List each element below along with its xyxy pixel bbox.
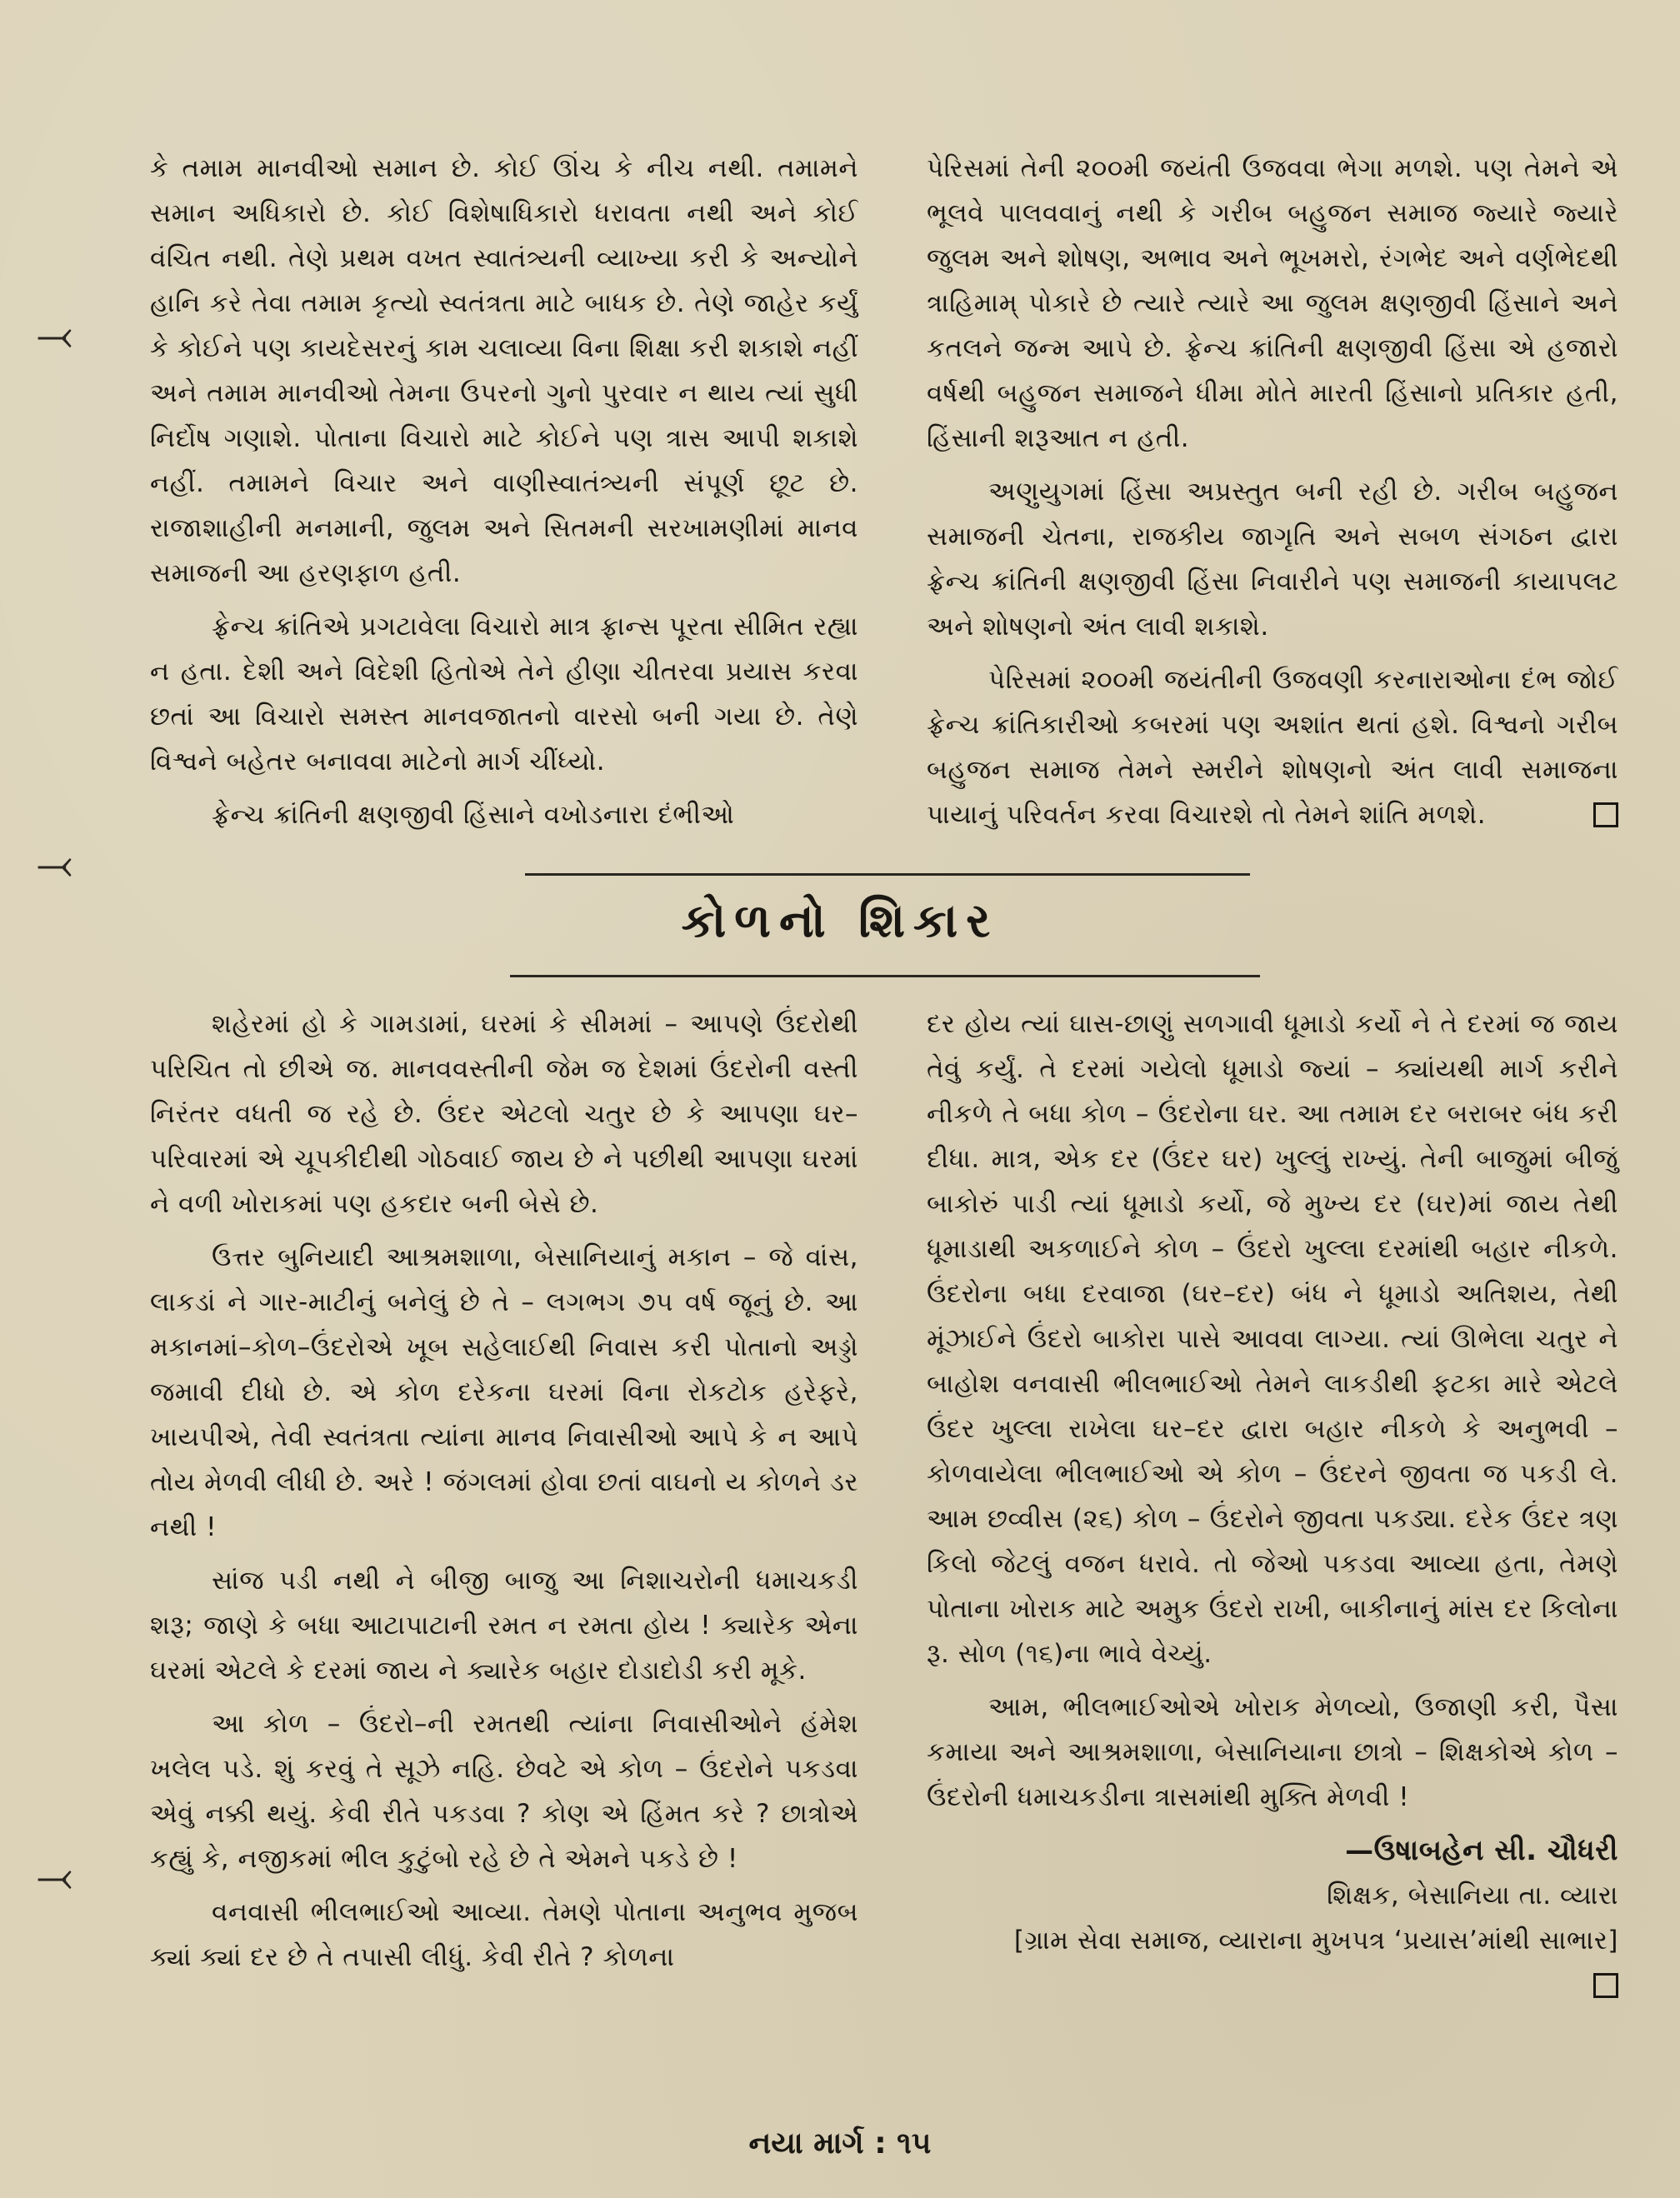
article2-right-column <box>927 1002 1618 1998</box>
margin-tear-mark: ⤙ <box>37 308 73 361</box>
paragraph: શહેરમાં હો કે ગામડામાં, ઘરમાં કે સીમમાં – આપણે ઉંદરોથી પરિચિત તો છીએ જ. માનવવસ્તીની જેમ જ દેશમાં ઉંદરોની વસ્તી નિરંતર વધતી જ રહે છે. ઉંદર એટલો ચતુર છે કે આપણા ઘર–પરિવારમાં એ ચૂપકીદીથી ગોઠવાઈ જાય છે ને પછીથી આપણા ઘરમાં ને વળી ખોરાકમાં પણ હકદાર બની બેસે છે. <box>150 1009 858 1219</box>
title-rule-bottom <box>510 975 1260 977</box>
author-name: —ઉષાબહેન સી. ચૌધરી <box>1345 1834 1618 1867</box>
article-title: કોળનો શિકાર <box>681 893 999 948</box>
author-role: શિક્ષક, બેસાનિયા તા. વ્યારા <box>1327 1881 1618 1911</box>
byline <box>927 1828 1618 1963</box>
paragraph: સાંજ પડી નથી ને બીજી બાજુ આ નિશાચરોની ધમાચકડી શરૂ; જાણે કે બધા આટાપાટાની રમત ન રમતા હોય ! ક્યારેક એના ઘરમાં એટલે કે દરમાં જાય ને ક્યારેક બહાર દોડાદોડી કરી મૂકે. <box>150 1566 858 1686</box>
margin-tear-mark: ⤙ <box>37 837 73 890</box>
paragraph: આમ, ભીલભાઈઓએ ખોરાક મેળવ્યો, ઉજાણી કરી, પૈસા કમાયા અને આશ્રમશાળા, બેસાનિયાના છાત્રો – શિક્ષકોએ કોળ – ઉંદરોની ધમાચકડીના ત્રાસમાંથી મુક્તિ મેળવી ! <box>927 1692 1618 1812</box>
page-footer: નયા માર્ગ : ૧૫ <box>748 2126 932 2161</box>
title-rule-top <box>525 873 1250 876</box>
paragraph: ફ્રેન્ચ ક્રાંતિએ પ્રગટાવેલા વિચારો માત્ર ફ્રાન્સ પૂરતા સીમિત રહ્યા ન હતા. દેશી અને વિદેશી હિતોએ તેને હીણા ચીતરવા પ્રયાસ કરવા છતાં આ વિચારો સમસ્ત માનવજાતનો વારસો બની ગયા છે. તેણે વિશ્વને બહેતર બનાવવા માટેનો માર્ગ ચીંધ્યો. <box>150 612 858 777</box>
paragraph: અણુયુગમાં હિંસા અપ્રસ્તુત બની રહી છે. ગરીબ બહુજન સમાજની ચેતના, રાજકીય જાગૃતિ અને સબળ સંગઠન દ્વારા ફ્રેન્ચ ક્રાંતિની ક્ષણજીવી હિંસા નિવારીને પણ સમાજની કાયાપલટ અને શોષણનો અંત લાવી શકાશે. <box>927 477 1618 642</box>
paragraph: આ કોળ – ઉંદરો–ની રમતથી ત્યાંના નિવાસીઓને હંમેશ ખલેલ પડે. શું કરવું તે સૂઝે નહિ. છેવટે એ કોળ – ઉંદરોને પકડવા એવું નક્કી થયું. કેવી રીતે પકડવા ? કોણ એ હિંમત કરે ? છાત્રોએ કહ્યું કે, નજીકમાં ભીલ કુટુંબો રહે છે તે એમને પકડે છે ! <box>150 1709 858 1874</box>
margin-tear-mark: ⤙ <box>37 1850 73 1902</box>
paragraph: ફ્રેન્ચ ક્રાંતિની ક્ષણજીવી હિંસાને વખોડનારા દંભીઓ <box>212 800 735 830</box>
article1-left-column <box>150 146 858 846</box>
end-mark-icon <box>1593 1973 1618 1998</box>
paragraph: કે તમામ માનવીઓ સમાન છે. કોઈ ઊંચ કે નીચ નથી. તમામને સમાન અધિકારો છે. કોઈ વિશેષાધિકારો ધરાવતા નથી અને કોઈ વંચિત નથી. તેણે પ્રથમ વખત સ્વાતંત્ર્યની વ્યાખ્યા કરી કે અન્યોને હાનિ કરે તેવા તમામ કૃત્યો સ્વતંત્રતા માટે બાધક છે. તેણે જાહેર કર્યું કે કોઈને પણ કાયદેસરનું કામ ચલાવ્યા વિના શિક્ષા કરી શકાશે નહીં અને તમામ માનવીઓ તેમના ઉપરનો ગુનો પુરવાર ન થાય ત્યાં સુધી નિર્દોષ ગણાશે. પોતાના વિચારો માટે કોઈને પણ ત્રાસ આપી શકાશે નહીં. તમામને વિચાર અને વાણીસ્વાતંત્ર્યની સંપૂર્ણ છૂટ છે. રાજાશાહીની મનમાની, જુલમ અને સિતમની સરખામણીમાં માનવ સમાજની આ હરણફાળ હતી. <box>150 153 858 588</box>
article2-left-column <box>150 1002 858 1988</box>
end-mark-icon <box>1593 802 1618 827</box>
paragraph <box>927 657 1618 837</box>
source-credit: [ગ્રામ સેવા સમાજ, વ્યારાના મુખપત્ર ‘પ્રયાસ’માંથી સાભાર] <box>1013 1926 1618 1956</box>
paragraph: ઉત્તર બુનિયાદી આશ્રમશાળા, બેસાનિયાનું મકાન – જે વાંસ, લાકડાં ને ગાર-માટીનું બનેલું છે તે – લગભગ ૭૫ વર્ષ જૂનું છે. આ મકાનમાં–કોળ–ઉંદરોએ ખૂબ સહેલાઈથી નિવાસ કરી પોતાનો અડ્ડો જમાવી દીધો છે. એ કોળ દરેકના ઘરમાં વિના રોકટોક હરેફરે, ખાયપીએ, તેવી સ્વતંત્રતા ત્યાંના માનવ નિવાસીઓ આપે કે ન આપે તોય મેળવી લીધી છે. અરે ! જંગલમાં હોવા છતાં વાઘનો ય કોળને ડર નથી ! <box>150 1242 858 1542</box>
paragraph-text: પેરિસમાં ૨૦૦મી જયંતીની ઉજવણી કરનારાઓના દંભ જોઈ ફ્રેન્ચ ક્રાંતિકારીઓ કબરમાં પણ અશાંત થતાં હશે. વિશ્વનો ગરીબ બહુજન સમાજ તેમને સ્મરીને શોષણનો અંત લાવી સમાજના પાયાનું પરિવર્તન કરવા વિચારશે તો તેમને શાંતિ મળશે. <box>927 665 1618 830</box>
paragraph: દર હોય ત્યાં ઘાસ-છાણું સળગાવી ધૂમાડો કર્યો ને તે દરમાં જ જાય તેવું કર્યું. તે દરમાં ગયેલો ધૂમાડો જ્યાં – ક્યાંયથી માર્ગ કરીને નીકળે તે બધા કોળ – ઉંદરોના ઘર. આ તમામ દર બરાબર બંધ કરી દીધા. માત્ર, એક દર (ઉંદર ઘર) ખુલ્લું રાખ્યું. તેની બાજુમાં બીજું બાકોરું પાડી ત્યાં ધૂમાડો કર્યો, જે મુખ્ય દર (ઘર)માં જાય તેથી ધૂમાડાથી અકળાઈને કોળ – ઉંદરો ખુલ્લા દરમાંથી બહાર નીકળે. ઉંદરોના બધા દરવાજા (ઘર–દર) બંધ ને ધૂમાડો અતિશય, તેથી મૂંઝાઈને ઉંદરો બાકોરા પાસે આવવા લાગ્યા. ત્યાં ઊભેલા ચતુર ને બાહોશ વનવાસી ભીલભાઈઓ તેમને લાકડીથી ફટકા મારે એટલે ઉંદર ખુલ્લા રાખેલા ઘર–દર દ્વારા બહાર નીકળે કે અનુભવી – કોળવાયેલા ભીલભાઈઓ એ કોળ – ઉંદરને જીવતા જ પકડી લે. આમ છવ્વીસ (૨૬) કોળ – ઉંદરોને જીવતા પકડ્યા. દરેક ઉંદર ત્રણ કિલો જેટલું વજન ધરાવે. તો જેઓ પકડવા આવ્યા હતા, તેમણે પોતાના ખોરાક માટે અમુક ઉંદરો રાખી, બાકીનાનું માંસ દર કિલોના રૂ. સોળ (૧૬)ના ભાવે વેચ્યું. <box>927 1009 1618 1669</box>
paragraph: પેરિસમાં તેની ૨૦૦મી જયંતી ઉજવવા ભેગા મળશે. પણ તેમને એ ભૂલવે પાલવવાનું નથી કે ગરીબ બહુજન સમાજ જ્યારે જ્યારે જુલમ અને શોષણ, અભાવ અને ભૂખમરો, રંગભેદ અને વર્ણભેદથી ત્રાહિમામ્ પોકારે છે ત્યારે ત્યારે આ જુલમ ક્ષણજીવી હિંસાને અને કતલને જન્મ આપે છે. ફ્રેન્ચ ક્રાંતિની ક્ષણજીવી હિંસા એ હજારો વર્ષથી બહુજન સમાજને ધીમા મોતે મારતી હિંસાનો પ્રતિકાર હતી, હિંસાની શરૂઆત ન હતી. <box>927 153 1618 453</box>
article1-right-column <box>927 146 1618 846</box>
paragraph: વનવાસી ભીલભાઈઓ આવ્યા. તેમણે પોતાના અનુભવ મુજબ ક્યાં ક્યાં દર છે તે તપાસી લીધું. કેવી રીતે ? કોળના <box>150 1897 858 1972</box>
